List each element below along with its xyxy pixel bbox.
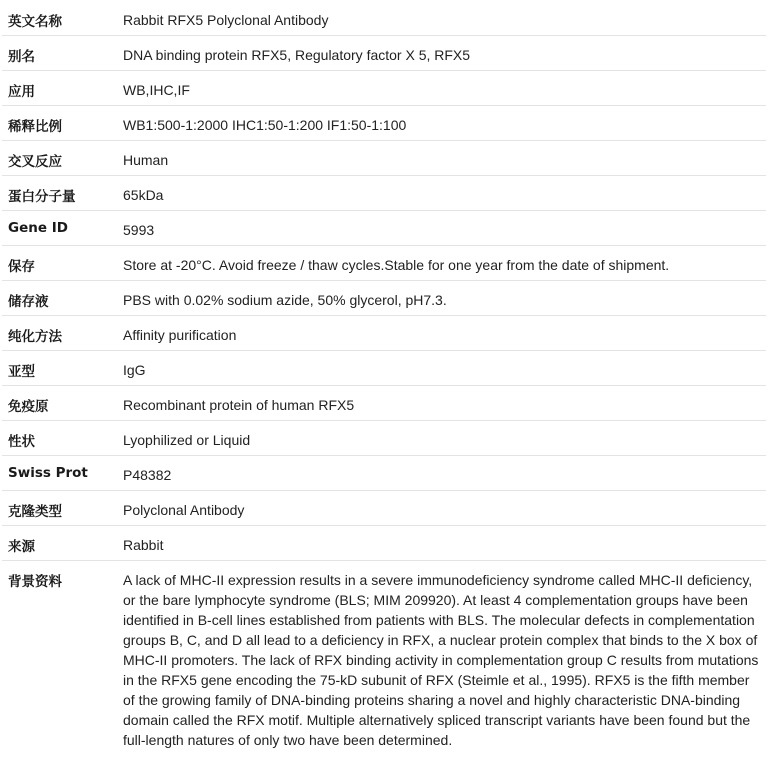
row-value: Recombinant protein of human RFX5: [116, 386, 766, 421]
spec-row-purification: [2, 316, 766, 351]
spec-row-application: [2, 71, 766, 106]
row-value: PBS with 0.02% sodium azide, 50% glycerol, pH7.3.: [116, 281, 766, 316]
row-value: 5993: [116, 211, 766, 246]
spec-row-storage: [2, 246, 766, 281]
row-label: 克隆类型: [2, 491, 116, 526]
row-label: 蛋白分子量: [2, 176, 116, 211]
row-value: DNA binding protein RFX5, Regulatory factor X 5, RFX5: [116, 36, 766, 71]
row-label: Gene ID: [2, 211, 116, 246]
row-value: WB,IHC,IF: [116, 71, 766, 106]
row-value: 65kDa: [116, 176, 766, 211]
row-label: Swiss Prot: [2, 456, 116, 491]
spec-row-background: [2, 561, 766, 755]
row-value: Affinity purification: [116, 316, 766, 351]
spec-row-clonality: [2, 491, 766, 526]
row-value: Rabbit: [116, 526, 766, 561]
spec-row-buffer: [2, 281, 766, 316]
spec-row-swiss-prot: [2, 456, 766, 491]
row-label: 稀释比例: [2, 106, 116, 141]
spec-row-isotype: [2, 351, 766, 386]
row-label: 储存液: [2, 281, 116, 316]
row-label: 别名: [2, 36, 116, 71]
product-spec-table: [2, 1, 766, 754]
spec-row-alias: [2, 36, 766, 71]
spec-row-gene-id: [2, 211, 766, 246]
row-value: Rabbit RFX5 Polyclonal Antibody: [116, 1, 766, 36]
row-value: Store at -20°C. Avoid freeze / thaw cycles.Stable for one year from the date of shipment.: [116, 246, 766, 281]
spec-row-immunogen: [2, 386, 766, 421]
spec-row-reactivity: [2, 141, 766, 176]
row-value: Human: [116, 141, 766, 176]
row-label: 英文名称: [2, 1, 116, 36]
row-label: 性状: [2, 421, 116, 456]
row-label: 保存: [2, 246, 116, 281]
row-label: 交叉反应: [2, 141, 116, 176]
spec-row-molecular-weight: [2, 176, 766, 211]
row-value: P48382: [116, 456, 766, 491]
row-label: 背景资料: [8, 574, 62, 590]
row-label: 应用: [2, 71, 116, 106]
row-value: WB1:500-1:2000 IHC1:50-1:200 IF1:50-1:100: [116, 106, 766, 141]
row-label: 亚型: [2, 351, 116, 386]
spec-row-form: [2, 421, 766, 456]
row-value: Polyclonal Antibody: [116, 491, 766, 526]
spec-row-dilution: [2, 106, 766, 141]
row-label: 免疫原: [2, 386, 116, 421]
row-label: 来源: [2, 526, 116, 561]
row-value: IgG: [116, 351, 766, 386]
spec-row-english-name: [2, 1, 766, 36]
row-label: 纯化方法: [2, 316, 116, 351]
row-value: A lack of MHC-II expression results in a severe immunodeficiency syndrome called MHC-II deficiency, or the bare lymphocyte syndrome (BLS; MIM 209920). At least 4 complementation groups have been identified in B-cell lines established from patients with BLS. The molecular defects in complementation groups B, C, and D all lead to a deficiency in RFX, a nuclear protein complex that binds to the X box of MHC-II promoters. The lack of RFX binding activity in complementation group C results from mutations in the RFX5 gene encoding the 75-kD subunit of RFX (Steimle et al., 1995). RFX5 is the fifth member of the growing family of DNA-binding proteins sharing a novel and highly characteristic DNA-binding domain called the RFX motif. Multiple alternatively spliced transcript variants have been found but the full-length natures of only two have been determined.: [123, 572, 759, 748]
row-value: Lyophilized or Liquid: [116, 421, 766, 456]
spec-row-host: [2, 526, 766, 561]
